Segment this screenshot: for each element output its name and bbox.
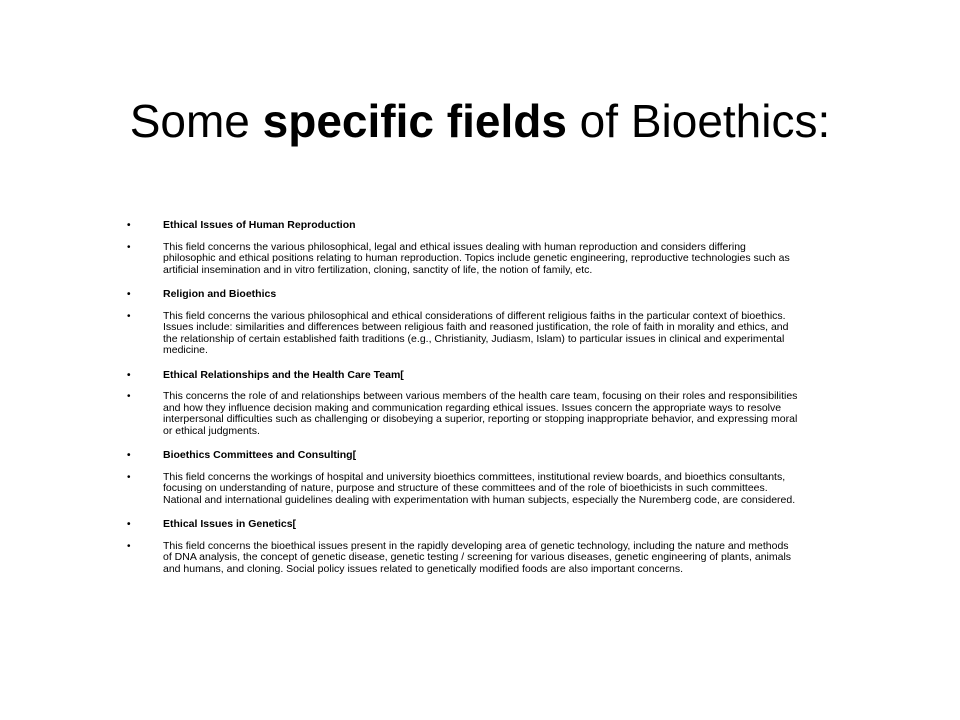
bullet-list bbox=[124, 220, 800, 575]
slide-title bbox=[0, 93, 960, 149]
section-text-committees: • This field concerns the workings of hospital and university bioethics committees, institutional review boards, and bioethics consultants, focusing on understanding of nature, purpose and structure of these committees and of the role of bioethicists in such committees. National and international guidelines dealing with experimentation with human subjects, especially the Nuremberg code, are considered. bbox=[124, 472, 800, 507]
section-heading-religion: • Religion and Bioethics bbox=[124, 289, 800, 301]
section-heading-health-care-team: • Ethical Relationships and the Health Care Team[ bbox=[124, 370, 800, 382]
slide-body bbox=[124, 220, 800, 588]
section-text-religion: • This field concerns the various philosophical and ethical considerations of different religious faiths in the particular context of bioethics. Issues include: similarities and differences between religious faith and reasoned justification, the role of faith in morality and ethics, and the relationship of certain established faith traditions (e.g., Christianity, Judiasm, Islam) to particular issues in clinical and experimental medicine. bbox=[124, 311, 800, 357]
title-suffix: of Bioethics: bbox=[566, 94, 831, 147]
title-emphasis: specific fields bbox=[262, 94, 567, 147]
section-heading-human-reproduction: • Ethical Issues of Human Reproduction bbox=[124, 220, 800, 232]
section-text-human-reproduction: • This field concerns the various philosophical, legal and ethical issues dealing with human reproduction and considers differing philosophic and ethical positions relating to human reproduction. Topics include genetic engineering, reproductive technologies such as artificial insemination and in vitro fertilization, cloning, sanctity of life, the notion of family, etc. bbox=[124, 242, 800, 277]
title-prefix: Some bbox=[129, 94, 263, 147]
section-heading-committees: • Bioethics Committees and Consulting[ bbox=[124, 450, 800, 462]
section-text-health-care-team: • This concerns the role of and relationships between various members of the health care team, focusing on their roles and responsibilities and how they influence decision making and communication regarding ethical issues. Issues concern the appropriate ways to resolve interpersonal difficulties such as challenging or disobeying a superior, reporting or stopping inappropriate behavior, and expressing moral or ethical judgments. bbox=[124, 391, 800, 437]
section-text-genetics: • This field concerns the bioethical issues present in the rapidly developing area of genetic technology, including the nature and methods of DNA analysis, the concept of genetic disease, genetic testing / screening for various diseases, genetic engineering of plants, animals and humans, and cloning. Social policy issues related to genetically modified foods are also important concerns. bbox=[124, 541, 800, 576]
section-heading-genetics: • Ethical Issues in Genetics[ bbox=[124, 519, 800, 531]
